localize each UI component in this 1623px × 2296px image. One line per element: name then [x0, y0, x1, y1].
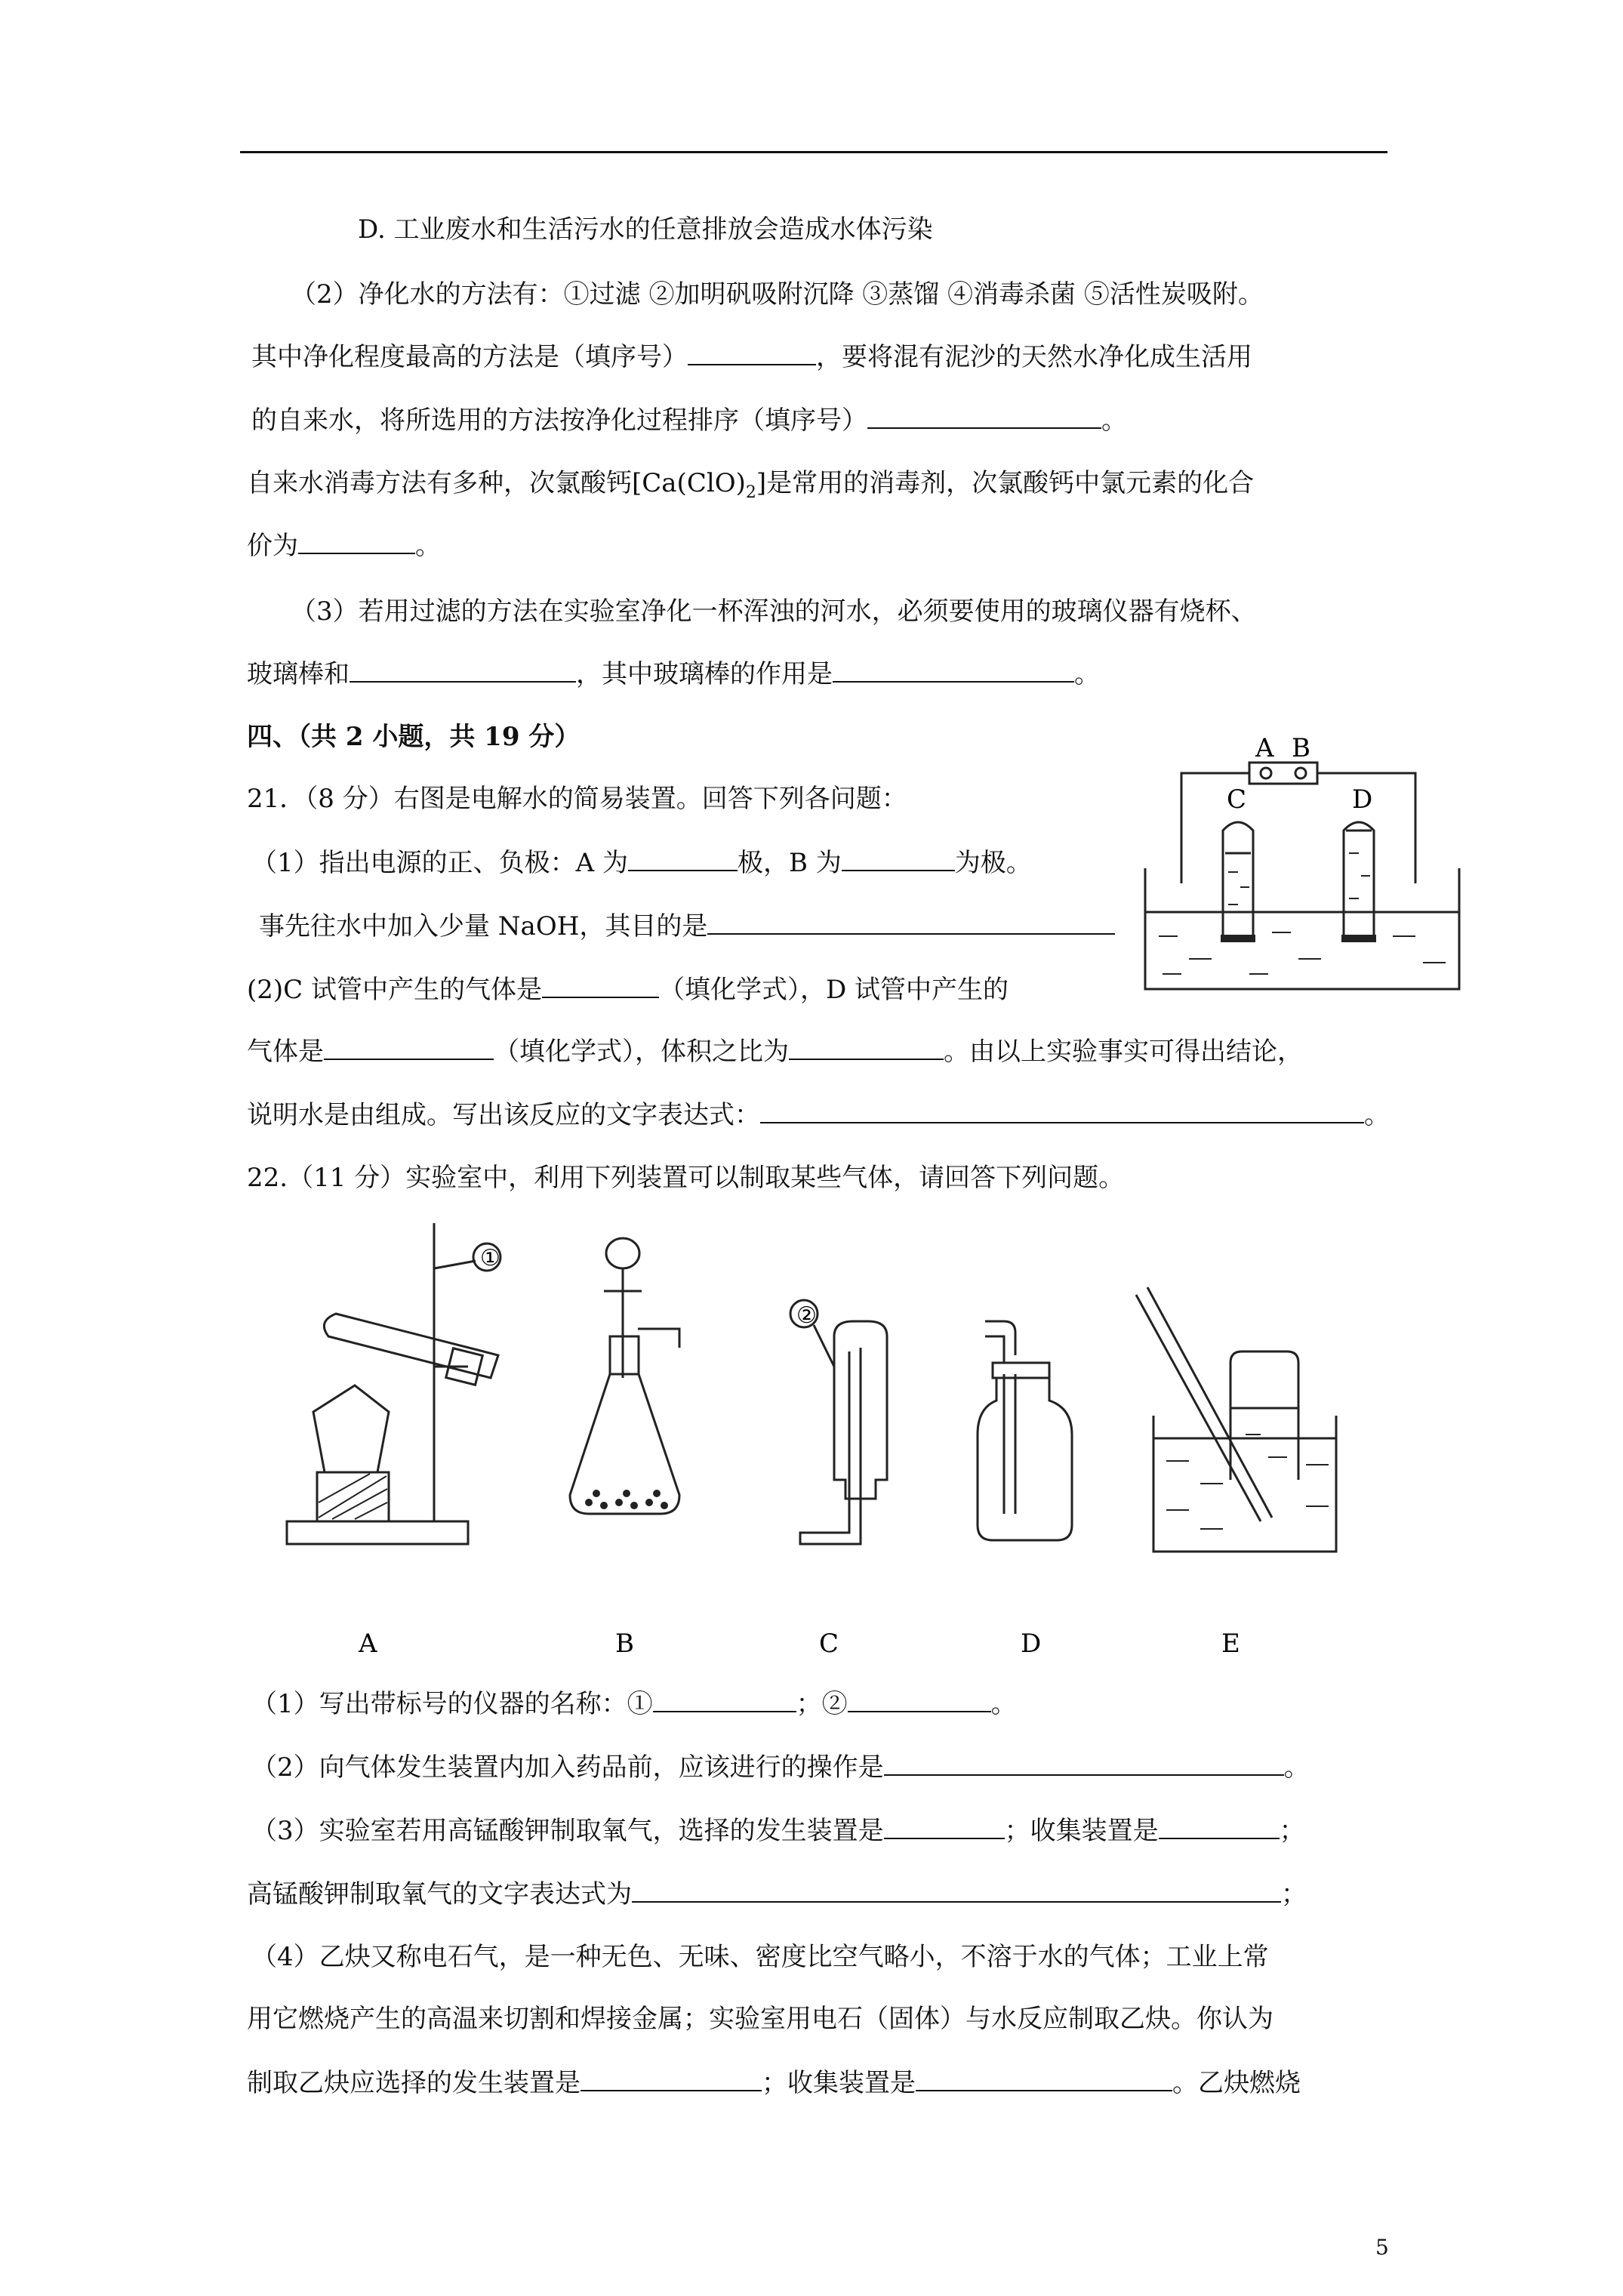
header-rule [240, 151, 1387, 153]
label-c: C [1227, 784, 1247, 815]
q22-2: （2）向气体发生装置内加入药品前，应该进行的操作是 。 [251, 1752, 1310, 1783]
blank[interactable] [628, 847, 738, 871]
blank[interactable] [916, 2067, 1172, 2091]
apparatus-c [790, 1300, 887, 1544]
apparatus-a [287, 1223, 500, 1544]
q21-1-line2: 事先往水中加入少量 NaOH，其目的是 [259, 911, 1115, 942]
q22-3-line2: 高锰酸钾制取氧气的文字表达式为 ； [247, 1879, 1307, 1909]
blank[interactable] [884, 1815, 1005, 1839]
q20-2-line5: 价为 。 [247, 531, 441, 561]
blank[interactable] [632, 1878, 1281, 1903]
blank[interactable] [842, 847, 955, 871]
blank[interactable] [760, 1099, 1364, 1123]
electrolysis-diagram [1136, 732, 1468, 1004]
electrode-c [1221, 935, 1255, 942]
label-a: A [1255, 733, 1274, 763]
trough [1145, 868, 1459, 989]
q22-4-line2: 用它燃烧产生的高温来切割和焊接金属；实验室用电石（固体）与水反应制取乙炔。你认为 [247, 2004, 1273, 2034]
blank[interactable] [542, 974, 659, 998]
blank[interactable] [298, 530, 415, 554]
blank[interactable] [581, 2067, 762, 2091]
blank[interactable] [688, 341, 816, 365]
label-apparatus-b: B [615, 1629, 634, 1659]
blank[interactable] [848, 1688, 991, 1712]
label-b: B [1292, 733, 1310, 763]
q22-4-line3: 制取乙炔应选择的发生装置是 ；收集装置是 。乙炔燃烧 [247, 2068, 1301, 2098]
label-d: D [1352, 784, 1373, 815]
mark-2: ② [796, 1302, 817, 1329]
label-apparatus-c: C [819, 1629, 839, 1659]
q22-4-line1: （4）乙炔又称电石气，是一种无色、无味、密度比空气略小，不溶于水的气体；工业上常 [251, 1942, 1269, 1972]
terminal-a [1261, 768, 1271, 778]
option-d: D. 工业废水和生活污水的任意排放会造成水体污染 [358, 214, 933, 245]
blank[interactable] [884, 1752, 1284, 1776]
test-tube-d [1344, 822, 1374, 936]
blank[interactable] [789, 1036, 944, 1060]
blank[interactable] [867, 405, 1101, 429]
q20-3-line1: （3）若用过滤的方法在实验室净化一杯浑浊的河水，必须要使用的玻璃仪器有烧杯、 [291, 596, 1257, 627]
section-four-heading: 四、（共 2 小题，共 19 分） [247, 722, 581, 752]
apparatus-b [570, 1238, 679, 1514]
page-number: 5 [1375, 2235, 1389, 2260]
q22-3-line1: （3）实验室若用高锰酸钾制取氧气，选择的发生装置是 ；收集装置是 ； [251, 1816, 1305, 1846]
blank[interactable] [324, 1036, 494, 1060]
apparatus-diagram [272, 1216, 1404, 1659]
q20-3-line2: 玻璃棒和 ，其中玻璃棒的作用是 。 [247, 659, 1100, 689]
apparatus-e [1136, 1287, 1336, 1552]
blank[interactable] [350, 658, 576, 683]
q21-intro: 21．（8 分）右图是电解水的简易装置。回答下列各问题： [247, 784, 907, 814]
blank[interactable] [1159, 1815, 1280, 1839]
label-apparatus-d: D [1021, 1629, 1042, 1659]
blank[interactable] [653, 1688, 796, 1712]
q20-2-intro: （2）净化水的方法有：①过滤 ②加明矾吸附沉降 ③蒸馏 ④消毒杀菌 ⑤活性炭吸附。 [291, 279, 1264, 310]
q21-1-line1: （1）指出电源的正、负极：A 为 极，B 为 为极。 [251, 848, 1032, 878]
q21-2-line3: 说明水是由组成。写出该反应的文字表达式： 。 [247, 1100, 1390, 1130]
label-apparatus-a: A [359, 1629, 377, 1659]
q21-2-line2: 气体是 （填化学式），体积之比为 。由以上实验事实可得出结论， [247, 1037, 1303, 1067]
blank[interactable] [707, 911, 1115, 935]
q22-intro: 22.（11 分）实验室中，利用下列装置可以制取某些气体，请回答下列问题。 [247, 1163, 1125, 1193]
q20-2-line4: 自来水消毒方法有多种，次氯酸钙$[Ca(ClO)_2]$是常用的消毒剂，次氯酸钙中氯元素的化合 [247, 468, 1255, 502]
q20-2-line2: 其中净化程度最高的方法是（填序号） ，要将混有泥沙的天然水净化成生活用 [251, 342, 1252, 372]
apparatus-d [978, 1321, 1072, 1540]
blank[interactable] [833, 658, 1074, 683]
q20-2-line3: 的自来水，将所选用的方法按净化过程排序（填序号） 。 [251, 405, 1127, 436]
terminal-b [1295, 768, 1306, 778]
q22-1: （1）写出带标号的仪器的名称：① ；② 。 [251, 1689, 1017, 1719]
test-tube-c [1223, 822, 1253, 936]
q21-2-line1: (2)C 试管中产生的气体是 （填化学式），D 试管中产生的 [247, 975, 1009, 1005]
label-apparatus-e: E [1221, 1629, 1240, 1659]
mark-1: ① [480, 1245, 500, 1271]
electrode-d [1341, 935, 1376, 942]
